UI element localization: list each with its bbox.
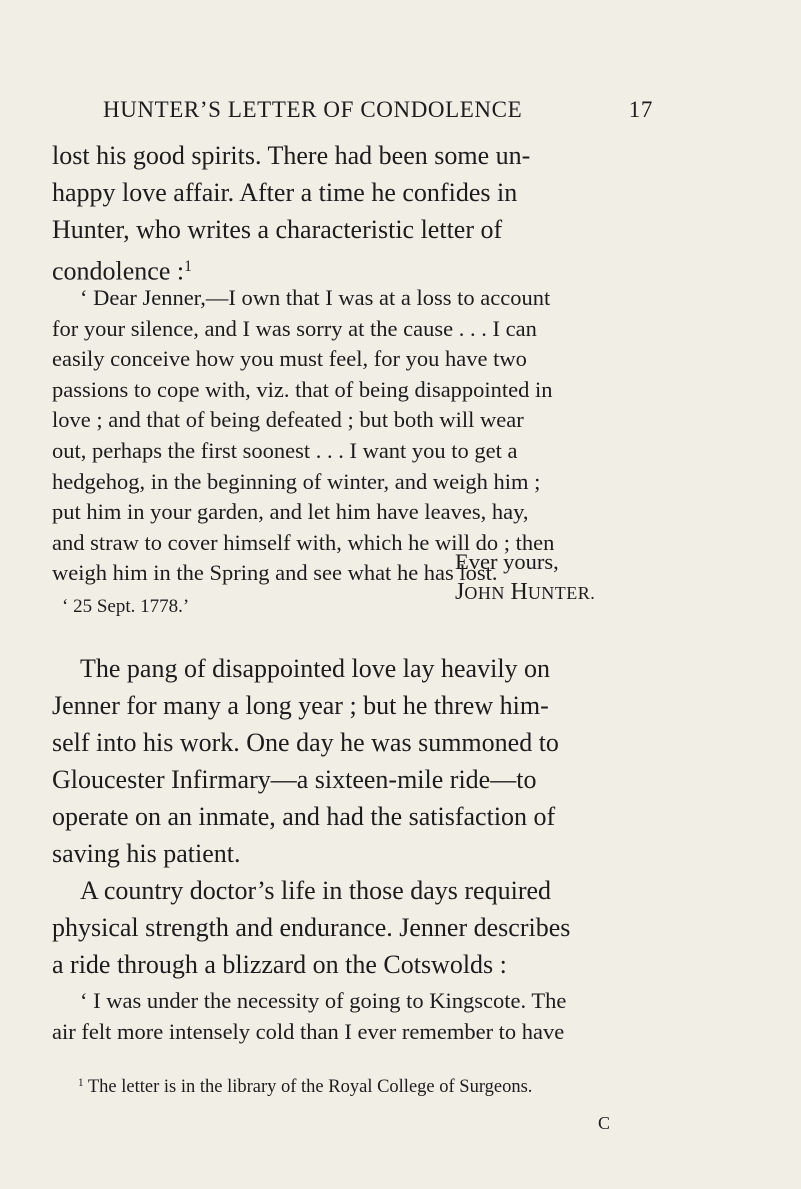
paragraph-1 [52, 137, 752, 290]
text-line: operate on an inmate, and had the satisfaction of [52, 802, 556, 831]
paragraph-3 [52, 872, 752, 983]
running-header [103, 97, 653, 123]
text-line: ‘ Dear Jenner,—I own that I was at a loss to account [80, 285, 551, 310]
text-line: Gloucester Infirmary—a sixteen-mile ride—to [52, 765, 537, 794]
text-line: and straw to cover himself with, which he will do ; then [52, 529, 555, 555]
footnote [78, 1077, 532, 1098]
footnote-marker: 1 [78, 1077, 84, 1089]
letter-closing: Ever yours, [455, 549, 559, 574]
running-title: HUNTER’S LETTER OF CONDOLENCE [103, 97, 523, 122]
text-line: out, perhaps the first soonest . . . I want you to get a [52, 437, 518, 463]
page-number: 17 [628, 97, 653, 122]
blizzard-quote [52, 986, 752, 1047]
text-line: Jenner for many a long year ; but he threw him- [52, 691, 549, 720]
text-line: love ; and that of being defeated ; but both will wear [52, 407, 524, 433]
text-line: for your silence, and I was sorry at the cause . . . I can [52, 315, 537, 341]
text-line: easily conceive how you must feel, for you have two [52, 346, 527, 372]
text-line: lost his good spirits. There had been some un- [52, 141, 531, 170]
text-line: A country doctor’s life in those days required [80, 876, 552, 905]
letter-quote [52, 283, 752, 589]
signature-mark: C [598, 1113, 611, 1133]
text-line: hedgehog, in the beginning of winter, and weigh him ; [52, 468, 541, 494]
text-line: put him in your garden, and let him have leaves, hay, [52, 499, 529, 525]
footnote-ref: 1 [184, 258, 192, 275]
text-line: condolence :$^1$ [52, 256, 192, 286]
text-line: weigh him in the Spring and see what he has lost. [52, 560, 498, 586]
text-line: physical strength and endurance. Jenner describes [52, 913, 571, 942]
text-line: a ride through a blizzard on the Cotswolds : [52, 950, 507, 979]
paragraph-2 [52, 650, 752, 872]
text-line: self into his work. One day he was summoned to [52, 728, 559, 757]
footnote-text: The letter is in the library of the Royal College of Surgeons. [87, 1077, 533, 1098]
text-line: ‘ I was under the necessity of going to Kingscote. The [80, 988, 567, 1013]
letter-date: ‘ 25 Sept. 1778.’ [62, 596, 190, 617]
letter-signature: JOHN HUNTER. [455, 579, 596, 605]
text-line: The pang of disappointed love lay heavily on [80, 654, 551, 683]
text-line: Hunter, who writes a characteristic letter of [52, 215, 503, 244]
text-line: passions to cope with, viz. that of being disappointed in [52, 376, 553, 402]
text-line: happy love affair. After a time he confides in [52, 178, 518, 207]
text-line: air felt more intensely cold than I ever remember to have [52, 1018, 565, 1044]
text-line: saving his patient. [52, 839, 241, 868]
